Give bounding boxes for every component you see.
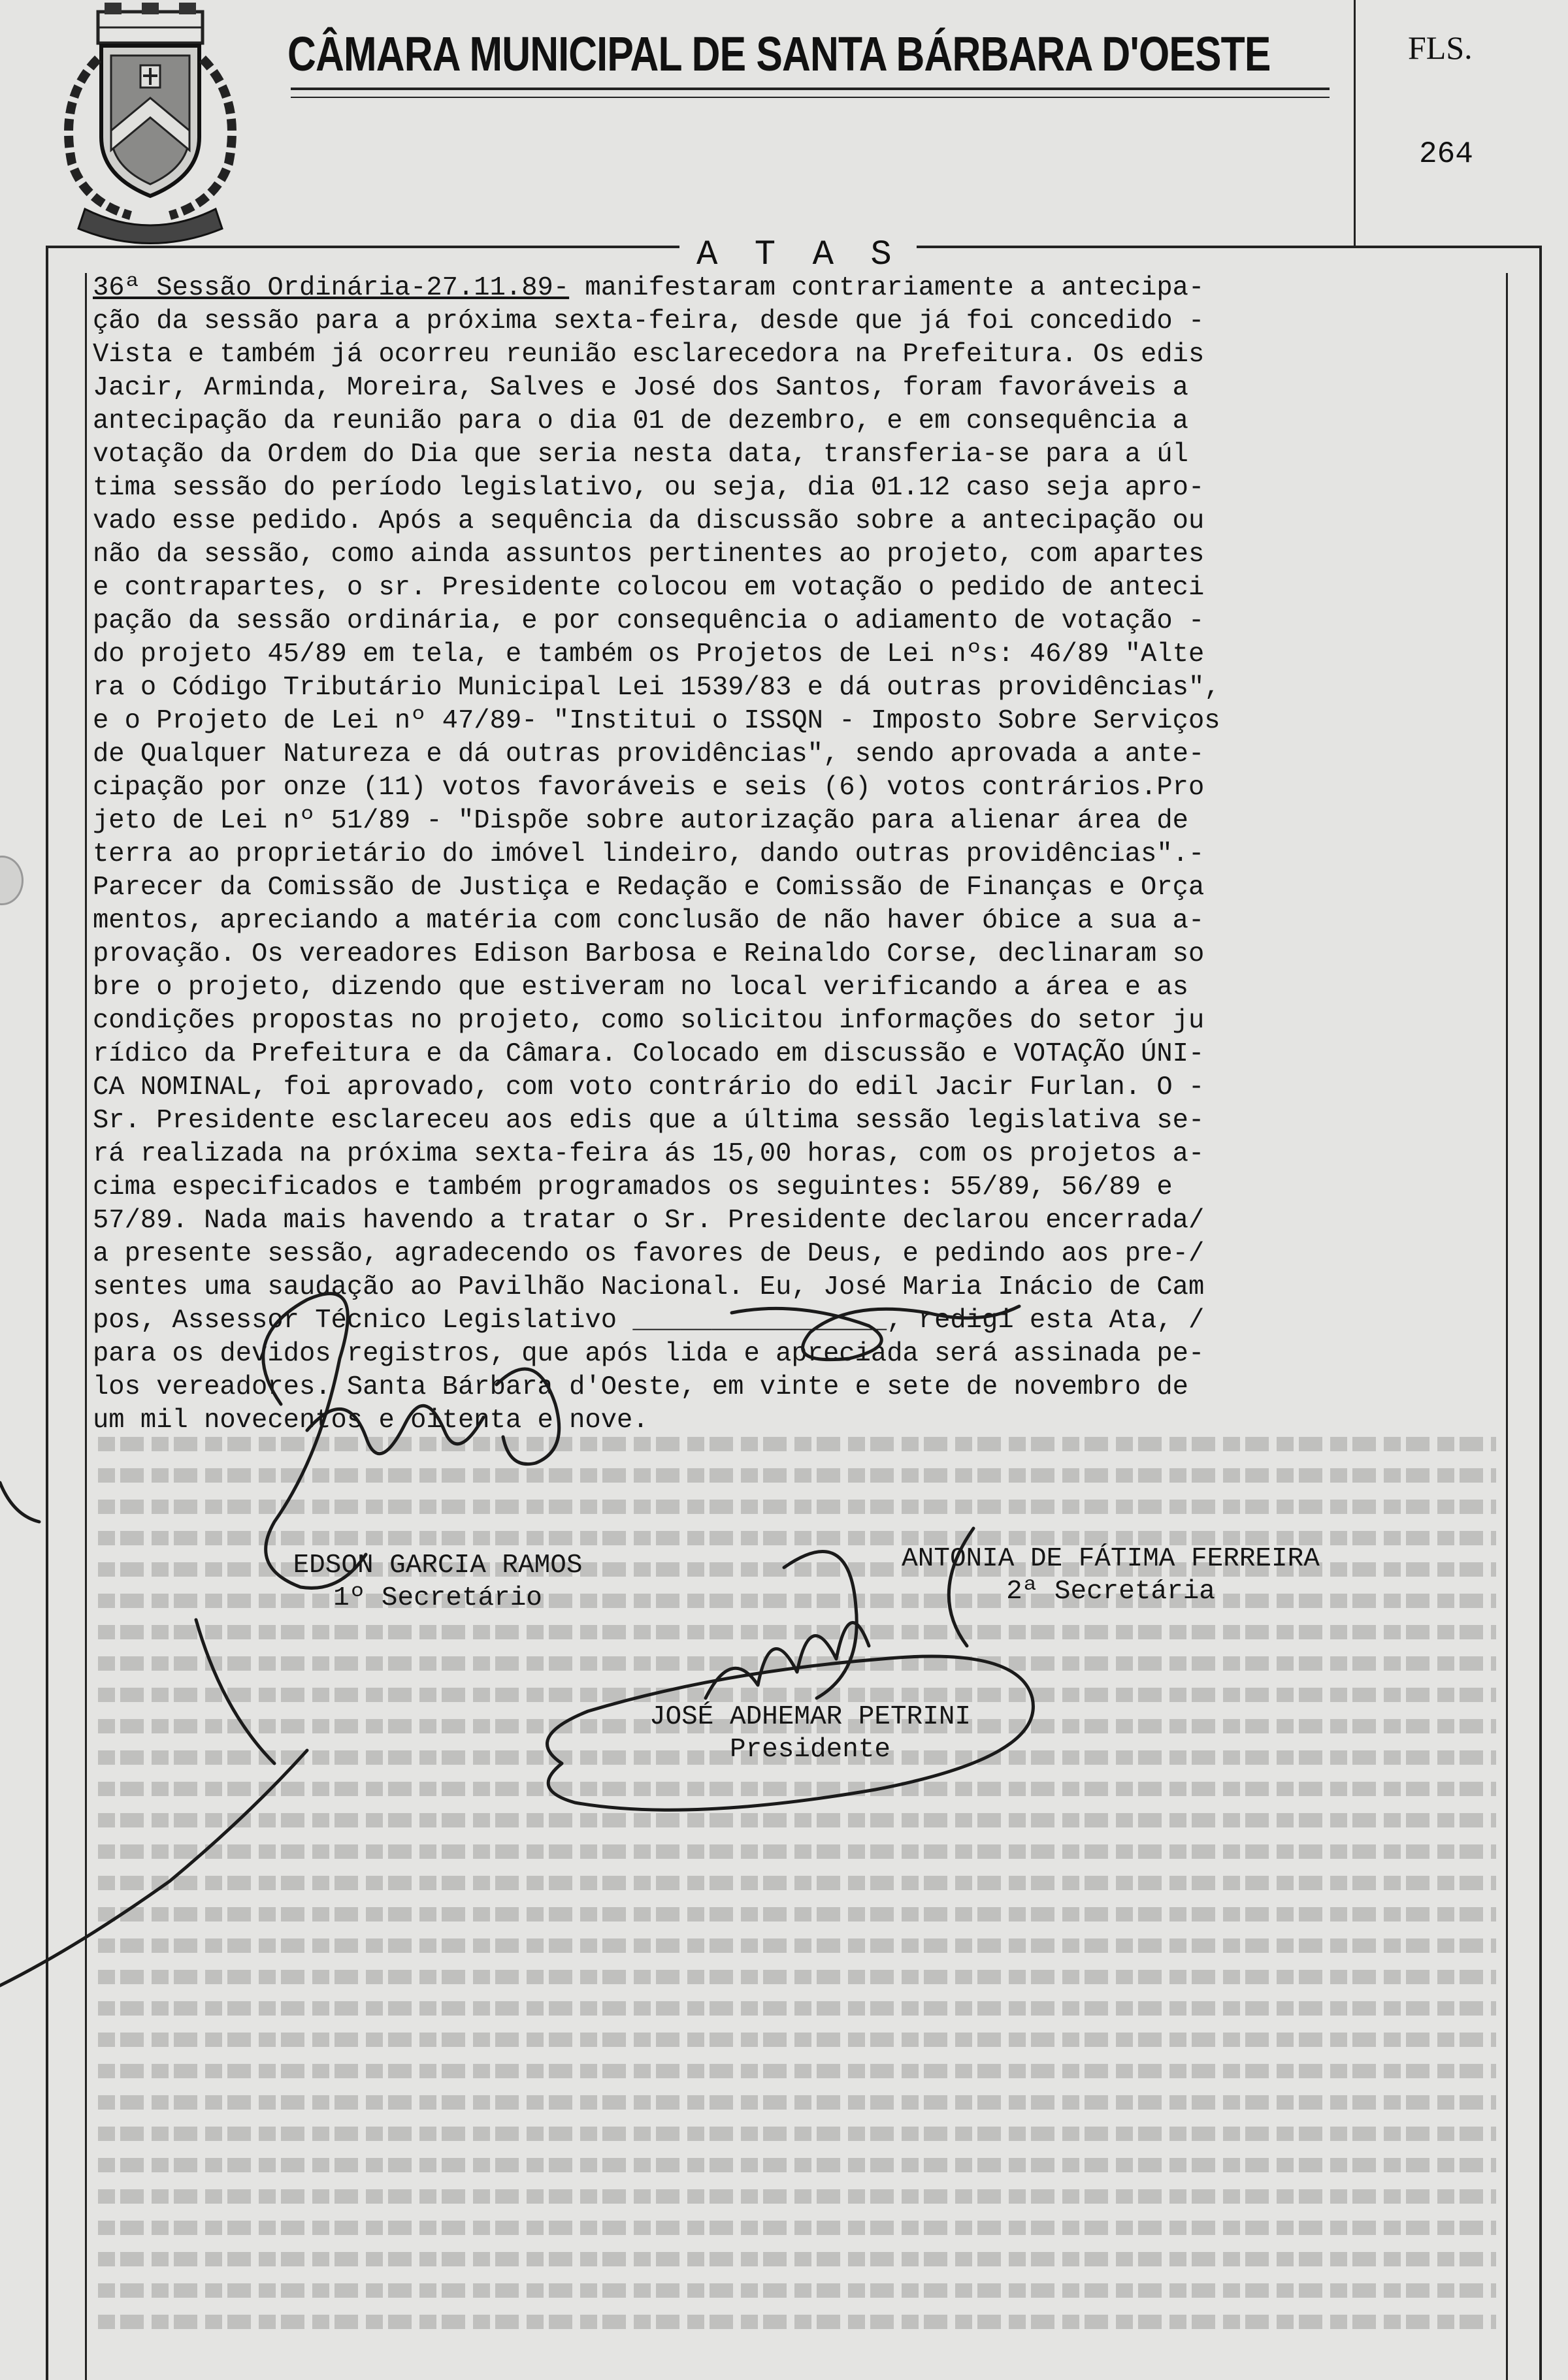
minutes-line: Sr. Presidente esclareceu aos edis que a última sessão legislativa se- bbox=[93, 1106, 1205, 1136]
signatory-role: Presidente bbox=[729, 1735, 891, 1765]
minutes-line: CA NOMINAL, foi aprovado, com voto contrário do edil Jacir Furlan. O - bbox=[93, 1072, 1205, 1102]
minutes-line: rídico da Prefeitura e da Câmara. Colocado em discussão e VOTAÇÃO ÚNI- bbox=[93, 1039, 1205, 1069]
fls-label: FLS. bbox=[1408, 29, 1473, 66]
minutes-line-text: manifestaram contrariamente a antecipa- bbox=[569, 273, 1205, 303]
signatory-name: EDSON GARCIA RAMOS bbox=[293, 1551, 583, 1581]
minutes-line: Parecer da Comissão de Justiça e Redação e Comissão de Finanças e Orça bbox=[93, 873, 1205, 903]
minutes-line: sentes uma saudação ao Pavilhão Nacional. Eu, José Maria Inácio de Cam bbox=[93, 1272, 1205, 1302]
minutes-line bbox=[93, 272, 1491, 305]
minutes-line: vado esse pedido. Após a sequência da discussão sobre a antecipação ou bbox=[93, 506, 1205, 536]
minutes-line: jeto de Lei nº 51/89 - "Dispõe sobre autorização para alienar área de bbox=[93, 806, 1188, 836]
minutes-line: do projeto 45/89 em tela, e também os Projetos de Lei nºs: 46/89 "Alte bbox=[93, 639, 1205, 669]
signatory-name: JOSÉ ADHEMAR PETRINI bbox=[649, 1702, 972, 1732]
minutes-line: de Qualquer Natureza e dá outras providências", sendo aprovada a ante- bbox=[93, 739, 1205, 769]
minutes-line: 57/89. Nada mais havendo a tratar o Sr. Presidente declarou encerrada/ bbox=[93, 1206, 1205, 1236]
minutes-line: a presente sessão, agradecendo os favores de Deus, e pedindo aos pre-/ bbox=[93, 1239, 1205, 1269]
minutes-line: condições propostas no projeto, como solicitou informações do setor ju bbox=[93, 1006, 1205, 1036]
minutes-line: bre o projeto, dizendo que estiveram no local verificando a área e as bbox=[93, 973, 1188, 1003]
minutes-line: antecipação da reunião para o dia 01 de dezembro, e em consequência a bbox=[93, 406, 1188, 436]
minutes-body bbox=[93, 272, 1491, 1438]
minutes-line: cima especificados e também programados os seguintes: 55/89, 56/89 e bbox=[93, 1172, 1173, 1202]
session-label: 36ª Sessão Ordinária-27.11.89- bbox=[93, 273, 570, 303]
minutes-line: cipação por onze (11) votos favoráveis e seis (6) votos contrários.Pro bbox=[93, 773, 1205, 803]
minutes-line: um mil novecentos e oitenta e nove. bbox=[93, 1406, 649, 1436]
minutes-line: e o Projeto de Lei nº 47/89- "Institui o ISSQN - Imposto Sobre Serviços bbox=[93, 706, 1220, 736]
minutes-line: ra o Código Tributário Municipal Lei 1539/83 e dá outras providências", bbox=[93, 673, 1220, 703]
minutes-line: rá realizada na próxima sexta-feira ás 15,00 horas, com os projetos a- bbox=[93, 1139, 1205, 1169]
section-title: A T A S bbox=[679, 235, 917, 275]
chamber-name: CÂMARA MUNICIPAL DE SANTA BÁRBARA D'OESTE bbox=[287, 27, 1271, 81]
minutes-line: ção da sessão para a próxima sexta-feira, desde que já foi concedido - bbox=[93, 306, 1205, 336]
header-rule bbox=[291, 88, 1330, 98]
minutes-line: terra ao proprietário do imóvel lindeiro, dando outras providências".- bbox=[93, 839, 1205, 869]
minutes-line: mentos, apreciando a matéria com conclusão de não haver óbice a sua a- bbox=[93, 906, 1205, 936]
minutes-line: provação. Os vereadores Edison Barbosa e Reinaldo Corse, declinaram so bbox=[93, 939, 1205, 969]
signatory-second-secretary bbox=[830, 1543, 1392, 1608]
minutes-line: Jacir, Arminda, Moreira, Salves e José dos Santos, foram favoráveis a bbox=[93, 373, 1188, 403]
folio-number: 264 bbox=[1419, 137, 1473, 171]
signatory-role: 1º Secretário bbox=[333, 1583, 542, 1613]
minutes-line: e contrapartes, o sr. Presidente colocou em votação o pedido de anteci bbox=[93, 573, 1205, 603]
fls-divider bbox=[1354, 0, 1356, 248]
minutes-line: los vereadores. Santa Bárbara d'Oeste, em vinte e sete de novembro de bbox=[93, 1372, 1188, 1402]
minutes-line: não da sessão, como ainda assuntos pertinentes ao projeto, com apartes bbox=[93, 539, 1205, 570]
signatory-president bbox=[549, 1701, 1071, 1766]
minutes-line: para os devidos registros, que após lida e apreciada será assinada pe- bbox=[93, 1339, 1205, 1369]
signatory-name: ANTONIA DE FÁTIMA FERREIRA bbox=[902, 1544, 1320, 1574]
minutes-line: pação da sessão ordinária, e por consequência o adiamento de votação - bbox=[93, 606, 1205, 636]
minutes-line: Vista e também já ocorreu reunião esclarecedora na Prefeitura. Os edis bbox=[93, 340, 1205, 370]
minutes-line: votação da Ordem do Dia que seria nesta data, transferia-se para a úl bbox=[93, 440, 1188, 470]
minutes-line: pos, Assessor Técnico Legislativo ________________, redigi esta Ata, / bbox=[93, 1306, 1205, 1336]
signatory-first-secretary bbox=[255, 1549, 621, 1615]
coat-of-arms-icon bbox=[46, 0, 255, 248]
punch-hole bbox=[0, 856, 24, 905]
minutes-line: tima sessão do período legislativo, ou seja, dia 01.12 caso seja apro- bbox=[93, 473, 1205, 503]
signatory-role: 2ª Secretária bbox=[1006, 1577, 1215, 1607]
